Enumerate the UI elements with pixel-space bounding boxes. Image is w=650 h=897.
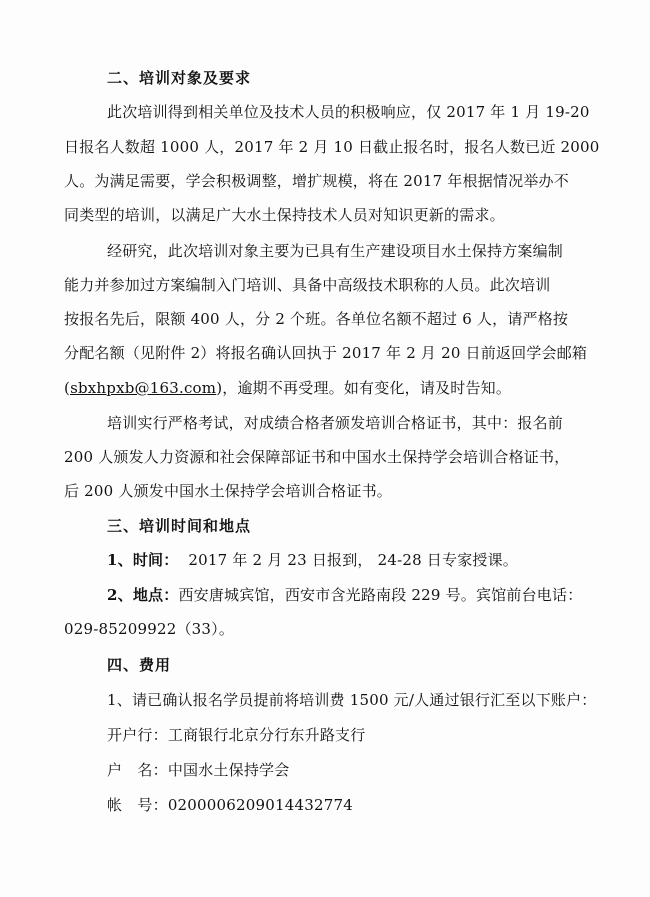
email-line [64,378,511,398]
paragraph-line: 人。为满足需要，学会积极调整，增扩规模，将在 2017 年根据情况举办不 [64,172,569,190]
bank-value: 工商银行北京分行东升路支行 [167,726,366,744]
account-name-value: 中国水土保持学会 [167,761,290,779]
paragraph-line: 后 200 人颁发中国水土保持学会培训合格证书。 [64,482,392,500]
place-line [107,585,582,605]
email-open-paren: ( [64,379,71,397]
account-number-line [107,795,353,815]
paragraph-line: 经研究，此次培训对象主要为已具有生产建设项目水土保持方案编制 [107,242,564,260]
email-line-rest: )，逾期不再受理。如有变化，请及时告知。 [216,379,512,397]
bank-label: 开户行： [107,726,168,744]
phone-line: 029-85209922（33）。 [64,620,235,638]
paragraph-line: 日报名人数超 1000 人，2017 年 2 月 10 日截止报名时，报名人数已近 2000 [64,138,600,156]
email-link[interactable]: sbxhpxb@163.com [70,379,217,397]
fee-item-line: 1、请已确认报名学员提前将培训费 1500 元/人通过银行汇至以下账户： [107,691,597,709]
account-name-line [107,760,289,780]
place-value: 西安唐城宾馆，西安市含光路南段 229 号。宾馆前台电话： [178,586,583,604]
bank-line [107,725,365,745]
section4-heading: 四、费用 [107,656,172,674]
section3-heading: 三、培训时间和地点 [107,517,252,535]
section2-heading: 二、培训对象及要求 [107,69,252,87]
paragraph-line: 能力并参加过方案编制入门培训、具备中高级技术职称的人员。此次培训 [64,276,551,294]
paragraph-line: 此次培训得到相关单位及技术人员的积极响应，仅 2017 年 1 月 19-20 [107,103,590,121]
time-line [107,550,518,570]
account-name-label: 户 名： [107,761,168,779]
paragraph-line: 按报名先后，限额 400 人，分 2 个班。各单位名额不超过 6 人，请严格按 [64,310,569,328]
paragraph-line: 培训实行严格考试，对成绩合格者颁发培训合格证书，其中：报名前 [107,414,564,432]
place-label: 2、地点： [107,586,179,604]
time-value: 2017 年 2 月 23 日报到， 24-28 日专家授课。 [188,551,518,569]
paragraph-line: 200 人颁发人力资源和社会保障部证书和中国水土保持学会培训合格证书， [64,448,570,466]
account-number-label: 帐 号： [107,796,168,814]
account-number-value: 0200006209014432774 [167,796,353,814]
paragraph-line: 同类型的培训，以满足广大水土保持技术人员对知识更新的需求。 [64,206,505,224]
paragraph-line: 分配名额（见附件 2）将报名确认回执于 2017 年 2 月 20 日前返回学会邮箱 [64,344,588,362]
time-label: 1、时间： [107,551,179,569]
